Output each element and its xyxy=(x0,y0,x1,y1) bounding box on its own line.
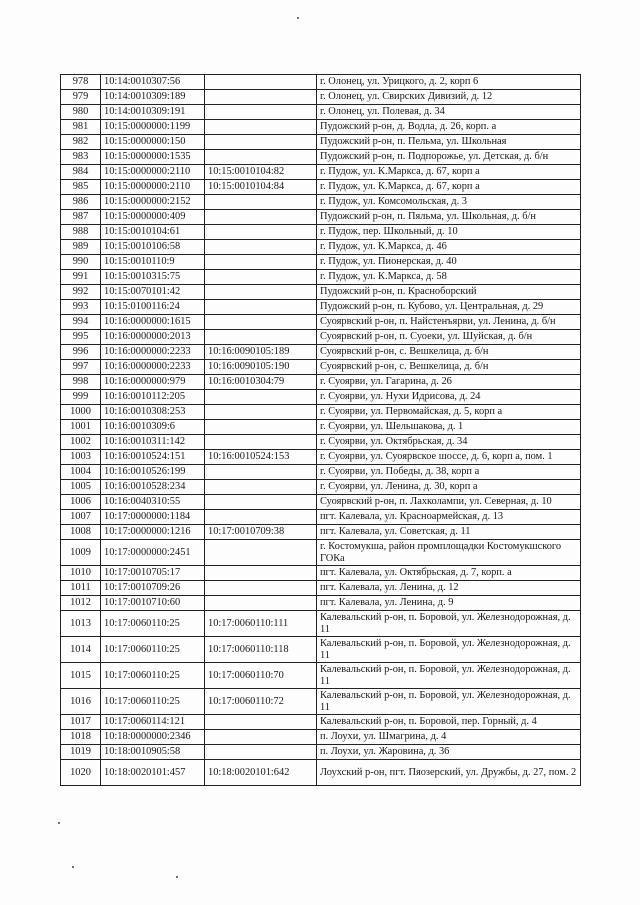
related-cadastral-number-cell: 10:17:0060110:118 xyxy=(205,637,317,663)
address-cell: Калевальский р-он, п. Боровой, ул. Железнодорожная, д. 11 xyxy=(317,637,581,663)
row-number-cell: 979 xyxy=(61,90,101,105)
address-cell: г. Суоярви, ул. Гагарина, д. 26 xyxy=(317,375,581,390)
cadastral-number-cell: 10:15:0010315:75 xyxy=(101,270,205,285)
address-cell: г. Суоярви, ул. Победы, д. 38, корп а xyxy=(317,465,581,480)
row-number-cell: 985 xyxy=(61,180,101,195)
cadastral-number-cell: 10:18:0010905:58 xyxy=(101,745,205,760)
table-row xyxy=(61,663,581,689)
related-cadastral-number-cell: 10:16:0090105:190 xyxy=(205,360,317,375)
row-number-cell: 996 xyxy=(61,345,101,360)
cadastral-number-cell: 10:16:0000000:2013 xyxy=(101,330,205,345)
cadastral-number-cell: 10:17:0060114:121 xyxy=(101,715,205,730)
table-row xyxy=(61,210,581,225)
cadastral-number-cell: 10:17:0060110:25 xyxy=(101,663,205,689)
row-number-cell: 993 xyxy=(61,300,101,315)
table-row xyxy=(61,240,581,255)
related-cadastral-number-cell xyxy=(205,135,317,150)
related-cadastral-number-cell xyxy=(205,465,317,480)
address-cell: Пудожский р-он, п. Кубово, ул. Центральная, д. 29 xyxy=(317,300,581,315)
related-cadastral-number-cell xyxy=(205,405,317,420)
row-number-cell: 998 xyxy=(61,375,101,390)
address-cell: Калевальский р-он, п. Боровой, ул. Железнодорожная, д. 11 xyxy=(317,663,581,689)
table-row xyxy=(61,566,581,581)
address-cell: Суоярвский р-он, с. Вешкелица, д. б/н xyxy=(317,345,581,360)
table-row xyxy=(61,375,581,390)
row-number-cell: 988 xyxy=(61,225,101,240)
table-row xyxy=(61,611,581,637)
cadastral-number-cell: 10:17:0060110:25 xyxy=(101,637,205,663)
row-number-cell: 992 xyxy=(61,285,101,300)
cadastral-number-cell: 10:15:0000000:2152 xyxy=(101,195,205,210)
related-cadastral-number-cell: 10:17:0060110:72 xyxy=(205,689,317,715)
related-cadastral-number-cell: 10:18:0020101:642 xyxy=(205,760,317,786)
related-cadastral-number-cell xyxy=(205,255,317,270)
related-cadastral-number-cell: 10:16:0010304:79 xyxy=(205,375,317,390)
row-number-cell: 989 xyxy=(61,240,101,255)
cadastral-number-cell: 10:16:0010309:6 xyxy=(101,420,205,435)
row-number-cell: 990 xyxy=(61,255,101,270)
property-registry-table xyxy=(60,74,581,786)
cadastral-number-cell: 10:15:0000000:150 xyxy=(101,135,205,150)
cadastral-number-cell: 10:16:0010112:205 xyxy=(101,390,205,405)
cadastral-number-cell: 10:17:0000000:1216 xyxy=(101,525,205,540)
cadastral-number-cell: 10:16:0000000:979 xyxy=(101,375,205,390)
row-number-cell: 997 xyxy=(61,360,101,375)
cadastral-number-cell: 10:15:0010106:58 xyxy=(101,240,205,255)
cadastral-number-cell: 10:16:0040310:55 xyxy=(101,495,205,510)
row-number-cell: 1017 xyxy=(61,715,101,730)
table-row xyxy=(61,525,581,540)
cadastral-number-cell: 10:16:0010526:199 xyxy=(101,465,205,480)
row-number-cell: 986 xyxy=(61,195,101,210)
registry-body xyxy=(61,75,581,786)
cadastral-number-cell: 10:16:0010524:151 xyxy=(101,450,205,465)
cadastral-number-cell: 10:15:0100116:24 xyxy=(101,300,205,315)
cadastral-number-cell: 10:15:0000000:2110 xyxy=(101,180,205,195)
cadastral-number-cell: 10:15:0000000:409 xyxy=(101,210,205,225)
cadastral-number-cell: 10:15:0070101:42 xyxy=(101,285,205,300)
address-cell: г. Пудож, ул. К.Маркса, д. 58 xyxy=(317,270,581,285)
related-cadastral-number-cell xyxy=(205,210,317,225)
cadastral-number-cell: 10:15:0000000:2110 xyxy=(101,165,205,180)
table-row xyxy=(61,225,581,240)
related-cadastral-number-cell: 10:15:0010104:82 xyxy=(205,165,317,180)
row-number-cell: 1009 xyxy=(61,540,101,566)
row-number-cell: 1019 xyxy=(61,745,101,760)
cadastral-number-cell: 10:14:0010307:56 xyxy=(101,75,205,90)
cadastral-number-cell: 10:18:0000000:2346 xyxy=(101,730,205,745)
address-cell: п. Лоухи, ул. Шмагрина, д. 4 xyxy=(317,730,581,745)
address-cell: г. Олонец, ул. Свирских Дивизий, д. 12 xyxy=(317,90,581,105)
address-cell: Калевальский р-он, п. Боровой, ул. Железнодорожная, д. 11 xyxy=(317,689,581,715)
address-cell: Суоярвский р-он, п. Суоеки, ул. Шуйская, д. б/н xyxy=(317,330,581,345)
cadastral-number-cell: 10:17:0010705:17 xyxy=(101,566,205,581)
row-number-cell: 1016 xyxy=(61,689,101,715)
related-cadastral-number-cell: 10:15:0010104:84 xyxy=(205,180,317,195)
address-cell: Лоухский р-он, пгт. Пяозерский, ул. Дружбы, д. 27, пом. 2 xyxy=(317,760,581,786)
cadastral-number-cell: 10:17:0000000:1184 xyxy=(101,510,205,525)
row-number-cell: 1004 xyxy=(61,465,101,480)
related-cadastral-number-cell xyxy=(205,150,317,165)
row-number-cell: 1011 xyxy=(61,581,101,596)
cadastral-number-cell: 10:18:0020101:457 xyxy=(101,760,205,786)
row-number-cell: 1001 xyxy=(61,420,101,435)
row-number-cell: 1018 xyxy=(61,730,101,745)
scan-speck xyxy=(297,17,299,19)
cadastral-number-cell: 10:15:0010104:61 xyxy=(101,225,205,240)
related-cadastral-number-cell xyxy=(205,581,317,596)
table-row xyxy=(61,435,581,450)
address-cell: пгт. Калевала, ул. Красноармейская, д. 13 xyxy=(317,510,581,525)
table-row xyxy=(61,75,581,90)
cadastral-number-cell: 10:17:0060110:25 xyxy=(101,611,205,637)
related-cadastral-number-cell xyxy=(205,480,317,495)
table-row xyxy=(61,165,581,180)
row-number-cell: 982 xyxy=(61,135,101,150)
related-cadastral-number-cell xyxy=(205,540,317,566)
address-cell: г. Олонец, ул. Урицкого, д. 2, корп 6 xyxy=(317,75,581,90)
table-row xyxy=(61,730,581,745)
table-row xyxy=(61,465,581,480)
related-cadastral-number-cell xyxy=(205,75,317,90)
row-number-cell: 984 xyxy=(61,165,101,180)
cadastral-number-cell: 10:16:0000000:2233 xyxy=(101,345,205,360)
address-cell: г. Суоярви, ул. Ленина, д. 30, корп а xyxy=(317,480,581,495)
cadastral-number-cell: 10:14:0010309:189 xyxy=(101,90,205,105)
address-cell: Пудожский р-он, д. Водла, д. 26, корп. а xyxy=(317,120,581,135)
row-number-cell: 995 xyxy=(61,330,101,345)
table-row xyxy=(61,150,581,165)
related-cadastral-number-cell xyxy=(205,195,317,210)
row-number-cell: 1000 xyxy=(61,405,101,420)
table-row xyxy=(61,360,581,375)
address-cell: г. Пудож, ул. Комсомольская, д. 3 xyxy=(317,195,581,210)
row-number-cell: 1012 xyxy=(61,596,101,611)
address-cell: Пудожский р-он, п. Пельма, ул. Школьная xyxy=(317,135,581,150)
row-number-cell: 987 xyxy=(61,210,101,225)
row-number-cell: 1006 xyxy=(61,495,101,510)
related-cadastral-number-cell xyxy=(205,745,317,760)
cadastral-number-cell: 10:17:0010710:60 xyxy=(101,596,205,611)
table-row xyxy=(61,105,581,120)
address-cell: г. Пудож, ул. К.Маркса, д. 67, корп а xyxy=(317,165,581,180)
cadastral-number-cell: 10:17:0000000:2451 xyxy=(101,540,205,566)
row-number-cell: 994 xyxy=(61,315,101,330)
row-number-cell: 991 xyxy=(61,270,101,285)
address-cell: г. Суоярви, ул. Суоярвское шоссе, д. 6, корп а, пом. 1 xyxy=(317,450,581,465)
address-cell: Пудожский р-он, п. Подпорожье, ул. Детская, д. б/н xyxy=(317,150,581,165)
address-cell: Суоярвский р-он, п. Лахколампи, ул. Северная, д. 10 xyxy=(317,495,581,510)
cadastral-number-cell: 10:16:0010308:253 xyxy=(101,405,205,420)
row-number-cell: 999 xyxy=(61,390,101,405)
row-number-cell: 978 xyxy=(61,75,101,90)
table-row xyxy=(61,495,581,510)
cadastral-number-cell: 10:16:0010311:142 xyxy=(101,435,205,450)
table-row xyxy=(61,345,581,360)
row-number-cell: 981 xyxy=(61,120,101,135)
table-row xyxy=(61,760,581,786)
related-cadastral-number-cell xyxy=(205,120,317,135)
address-cell: г. Костомукша, район промплощадки Костомукшского ГОКа xyxy=(317,540,581,566)
address-cell: г. Суоярви, ул. Шельшакова, д. 1 xyxy=(317,420,581,435)
related-cadastral-number-cell xyxy=(205,730,317,745)
related-cadastral-number-cell xyxy=(205,390,317,405)
row-number-cell: 1002 xyxy=(61,435,101,450)
address-cell: г. Олонец, ул. Полевая, д. 34 xyxy=(317,105,581,120)
related-cadastral-number-cell xyxy=(205,596,317,611)
related-cadastral-number-cell xyxy=(205,495,317,510)
row-number-cell: 1003 xyxy=(61,450,101,465)
related-cadastral-number-cell xyxy=(205,105,317,120)
row-number-cell: 980 xyxy=(61,105,101,120)
row-number-cell: 1010 xyxy=(61,566,101,581)
row-number-cell: 1008 xyxy=(61,525,101,540)
table-row xyxy=(61,510,581,525)
related-cadastral-number-cell xyxy=(205,315,317,330)
table-row xyxy=(61,255,581,270)
address-cell: г. Суоярви, ул. Первомайская, д. 5, корп а xyxy=(317,405,581,420)
address-cell: пгт. Калевала, ул. Ленина, д. 9 xyxy=(317,596,581,611)
table-row xyxy=(61,480,581,495)
cadastral-number-cell: 10:15:0000000:1535 xyxy=(101,150,205,165)
address-cell: Калевальский р-он, п. Боровой, ул. Железнодорожная, д. 11 xyxy=(317,611,581,637)
related-cadastral-number-cell xyxy=(205,270,317,285)
table-row xyxy=(61,637,581,663)
cadastral-number-cell: 10:15:0000000:1199 xyxy=(101,120,205,135)
table-row xyxy=(61,745,581,760)
address-cell: г. Пудож, пер. Школьный, д. 10 xyxy=(317,225,581,240)
related-cadastral-number-cell xyxy=(205,510,317,525)
row-number-cell: 1020 xyxy=(61,760,101,786)
table-row xyxy=(61,689,581,715)
related-cadastral-number-cell: 10:16:0090105:189 xyxy=(205,345,317,360)
related-cadastral-number-cell: 10:17:0060110:111 xyxy=(205,611,317,637)
address-cell: Суоярвский р-он, п. Найстенъярви, ул. Ленина, д. б/н xyxy=(317,315,581,330)
table-row xyxy=(61,135,581,150)
row-number-cell: 983 xyxy=(61,150,101,165)
related-cadastral-number-cell xyxy=(205,90,317,105)
cadastral-number-cell: 10:17:0060110:25 xyxy=(101,689,205,715)
address-cell: г. Суоярви, ул. Нухи Идрисова, д. 24 xyxy=(317,390,581,405)
cadastral-number-cell: 10:16:0000000:2233 xyxy=(101,360,205,375)
table-row xyxy=(61,180,581,195)
related-cadastral-number-cell: 10:17:0060110:70 xyxy=(205,663,317,689)
related-cadastral-number-cell xyxy=(205,420,317,435)
address-cell: пгт. Калевала, ул. Ленина, д. 12 xyxy=(317,581,581,596)
address-cell: г. Суоярви, ул. Октябрьская, д. 34 xyxy=(317,435,581,450)
table-row xyxy=(61,390,581,405)
table-row xyxy=(61,581,581,596)
cadastral-number-cell: 10:16:0000000:1615 xyxy=(101,315,205,330)
address-cell: пгт. Калевала, ул. Советская, д. 11 xyxy=(317,525,581,540)
table-row xyxy=(61,195,581,210)
related-cadastral-number-cell xyxy=(205,715,317,730)
related-cadastral-number-cell: 10:17:0010709:38 xyxy=(205,525,317,540)
table-row xyxy=(61,315,581,330)
table-row xyxy=(61,330,581,345)
cadastral-number-cell: 10:14:0010309:191 xyxy=(101,105,205,120)
related-cadastral-number-cell xyxy=(205,225,317,240)
table-row xyxy=(61,596,581,611)
address-cell: Суоярвский р-он, с. Вешкелица, д. б/н xyxy=(317,360,581,375)
scan-speck xyxy=(72,866,74,868)
row-number-cell: 1005 xyxy=(61,480,101,495)
table-row xyxy=(61,405,581,420)
row-number-cell: 1015 xyxy=(61,663,101,689)
cadastral-number-cell: 10:17:0010709:26 xyxy=(101,581,205,596)
table-row xyxy=(61,90,581,105)
address-cell: Пудожский р-он, п. Красноборский xyxy=(317,285,581,300)
related-cadastral-number-cell xyxy=(205,240,317,255)
related-cadastral-number-cell xyxy=(205,300,317,315)
scan-speck xyxy=(58,822,60,824)
table-row xyxy=(61,715,581,730)
related-cadastral-number-cell xyxy=(205,330,317,345)
address-cell: Пудожский р-он, п. Пяльма, ул. Школьная, д. б/н xyxy=(317,210,581,225)
address-cell: пгт. Калевала, ул. Октябрьская, д. 7, корп. а xyxy=(317,566,581,581)
row-number-cell: 1007 xyxy=(61,510,101,525)
row-number-cell: 1013 xyxy=(61,611,101,637)
table-row xyxy=(61,270,581,285)
row-number-cell: 1014 xyxy=(61,637,101,663)
table-row xyxy=(61,420,581,435)
address-cell: п. Лоухи, ул. Жаровина, д. 36 xyxy=(317,745,581,760)
related-cadastral-number-cell xyxy=(205,566,317,581)
table-row xyxy=(61,540,581,566)
table-row xyxy=(61,300,581,315)
table-row xyxy=(61,285,581,300)
table-row xyxy=(61,450,581,465)
address-cell: Калевальский р-он, п. Боровой, пер. Горный, д. 4 xyxy=(317,715,581,730)
scan-speck xyxy=(176,876,178,878)
address-cell: г. Пудож, ул. К.Маркса, д. 67, корп а xyxy=(317,180,581,195)
cadastral-number-cell: 10:15:0010110:9 xyxy=(101,255,205,270)
address-cell: г. Пудож, ул. К.Маркса, д. 46 xyxy=(317,240,581,255)
related-cadastral-number-cell xyxy=(205,435,317,450)
cadastral-number-cell: 10:16:0010528:234 xyxy=(101,480,205,495)
related-cadastral-number-cell: 10:16:0010524:153 xyxy=(205,450,317,465)
address-cell: г. Пудож, ул. Пионерская, д. 40 xyxy=(317,255,581,270)
related-cadastral-number-cell xyxy=(205,285,317,300)
table-row xyxy=(61,120,581,135)
